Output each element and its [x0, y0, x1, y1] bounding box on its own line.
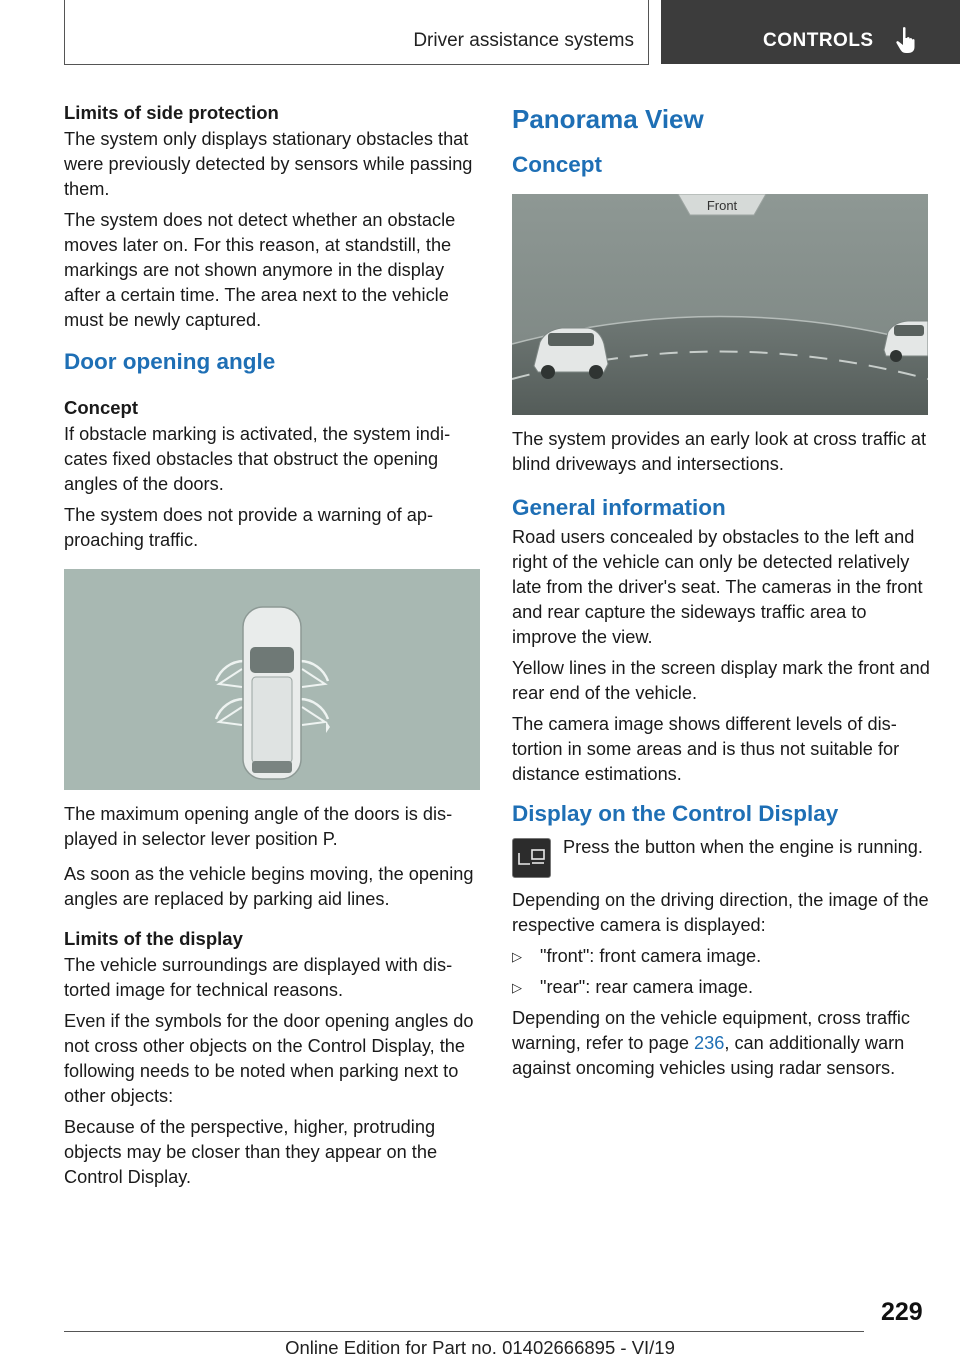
door-concept-para-1: If obstacle marking is activated, the system indicates fixed obstacles that obstruct the opening angles of the doors.: [64, 424, 451, 494]
door-opening-heading: Door opening angle: [64, 349, 276, 374]
control-display-heading: Display on the Control Display: [512, 801, 839, 826]
header-rule: [64, 64, 649, 65]
list-bullet-icon: ▷: [512, 949, 522, 964]
page-number: 229: [881, 1298, 923, 1326]
fig-after-para-1: The maximum opening angle of the doors is displayed in selector lever position P.: [64, 804, 453, 849]
pointing-hand-icon: [894, 26, 920, 54]
header-tab-label: CONTROLS: [763, 30, 874, 51]
front-label: Front: [706, 198, 738, 213]
limits-side-heading: Limits of side protection: [64, 102, 279, 123]
panorama-concept-heading: Concept: [512, 152, 602, 177]
car-top-view-illustration: [64, 569, 480, 790]
cross-traffic-text-b: , can additionally warn against oncoming vehicles using radar sensors.: [512, 1033, 905, 1078]
footer-rule: [64, 1331, 864, 1332]
footer-edition: Online Edition for Part no. 01402666895 - VI/19: [285, 1337, 675, 1358]
list-item-text: "front": front camera image.: [540, 946, 762, 966]
limits-display-para-3: Because of the perspective, higher, protruding objects may be closer than they appear on the Control Display.: [64, 1117, 438, 1187]
limits-display-para-1: The vehicle surroundings are displayed with distorted image for technical reasons.: [64, 955, 453, 1000]
list-bullet-icon: ▷: [512, 980, 522, 995]
door-concept-para-2: The system does not provide a warning of approaching traffic.: [64, 505, 434, 550]
general-info-para-1: Road users concealed by obstacles to the left and right of the vehicle can only be detected relatively late from the driver's seat. The cameras in the front and rear capture the sideways traffic area to improve the view.: [512, 527, 923, 647]
list-item: [512, 975, 930, 1000]
panorama-heading: Panorama View: [512, 104, 704, 134]
page-236-link[interactable]: 236: [693, 1033, 725, 1053]
limits-display-para-2: Even if the symbols for the door opening angles do not cross other objects on the Control Display, the following needs to be noted when parking next to other objects:: [64, 1011, 474, 1106]
list-item-text: "rear": rear camera image.: [540, 977, 754, 997]
door-concept-heading: Concept: [64, 397, 138, 418]
door-angle-figure: [64, 569, 480, 790]
panorama-concept-para: The system provides an early look at cross traffic at blind driveways and intersections.: [512, 429, 927, 474]
right-column: [512, 100, 930, 1087]
general-info-para-3: The camera image shows different levels of distortion in some areas and is thus not suitable for distance estimations.: [512, 714, 900, 784]
left-column: [64, 100, 482, 1196]
cross-traffic-text-a: Depending on the vehicle equipment, cross traffic warning, refer to page: [512, 1008, 911, 1053]
control-display-para-1: Depending on the driving direction, the image of the respective camera is displayed:: [512, 890, 929, 935]
general-info-para-2: Yellow lines in the screen display mark the front and rear end of the vehicle.: [512, 658, 930, 703]
general-info-heading: General information: [512, 495, 726, 520]
button-instruction-row: [512, 835, 930, 878]
button-instruction-text: Press the button when the engine is running.: [563, 837, 923, 857]
panorama-figure: [512, 194, 928, 415]
limits-display-heading: Limits of the display: [64, 928, 243, 949]
limits-side-para-1: The system only displays stationary obstacles that were previously detected by sensors while passing them.: [64, 129, 473, 199]
list-item: [512, 944, 930, 969]
panorama-camera-illustration: [512, 194, 928, 415]
header-section-box: [64, 0, 649, 64]
control-display-para-2: [512, 1006, 930, 1081]
fig-after-para-2: As soon as the vehicle begins moving, the opening angles are replaced by parking aid lines.: [64, 864, 474, 909]
header-left-border: [64, 0, 65, 65]
header-section-title: Driver assistance systems: [413, 30, 634, 51]
camera-view-button-icon: [512, 838, 551, 878]
limits-side-para-2: The system does not detect whether an obstacle moves later on. For this reason, at standstill, the markings are not shown anymore in the display after a certain time. The area next to the vehicle must be newly captured.: [64, 210, 456, 330]
